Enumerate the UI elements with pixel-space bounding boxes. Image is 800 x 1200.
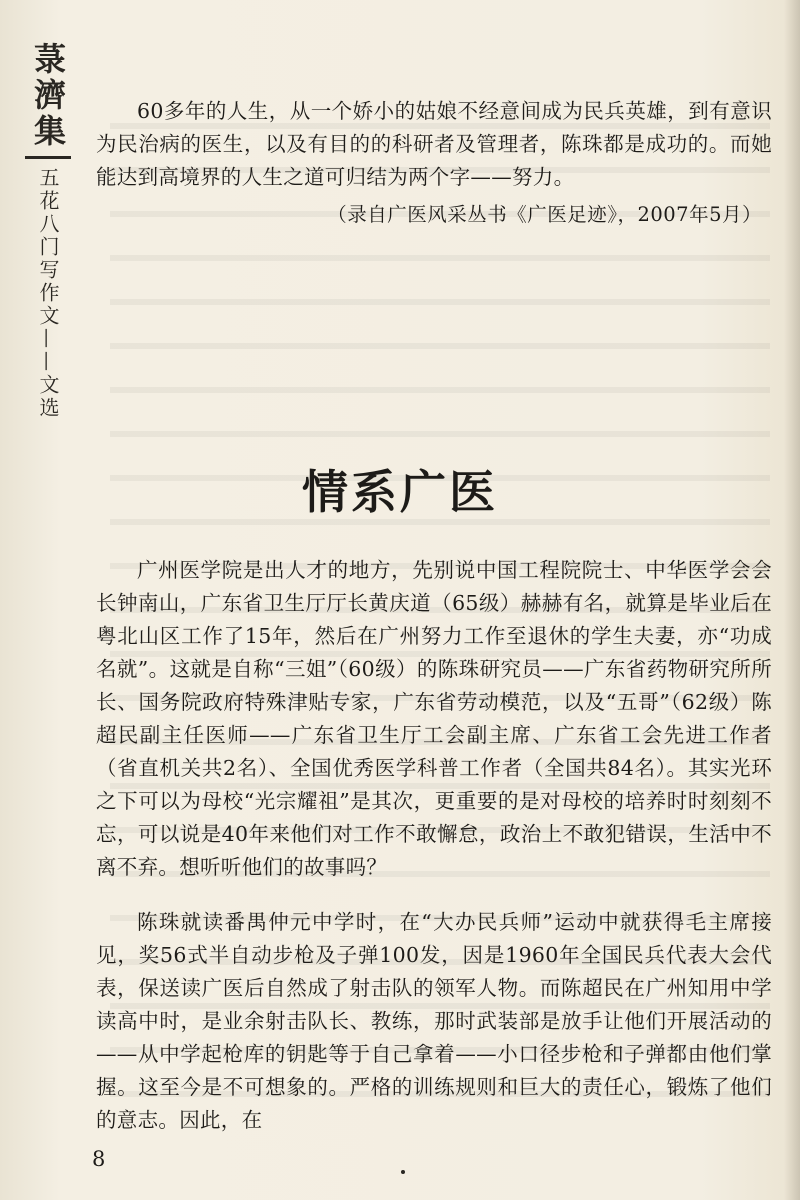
page-edge-shadow xyxy=(784,0,800,1200)
intro-paragraph-block xyxy=(96,95,772,194)
body-paragraph-block-2 xyxy=(96,906,772,1137)
print-mark xyxy=(401,1170,405,1174)
article-title: 情系广医 xyxy=(302,465,498,519)
intro-paragraph: 60多年的人生，从一个娇小的姑娘不经意间成为民兵英雄，到有意识为民治病的医生，以及有目的的科研者及管理者，陈珠都是成功的。而她能达到高境界的人生之道可归结为两个字——努力。 xyxy=(96,99,772,189)
body-paragraph: 广州医学院是出人才的地方，先别说中国工程院院士、中华医学会会长钟南山，广东省卫生厅厅长黄庆道（65级）赫赫有名，就算是毕业后在粤北山区工作了15年，然后在广州努力工作至退休的学生夫妻，亦“功成名就”。这就是自称“三姐”（60级）的陈珠研究员——广东省药物研究所所长、国务院政府特殊津贴专家，广东省劳动模范，以及“五哥”（62级）陈超民副主任医师——广东省卫生厅工会副主席、广东省工会先进工作者（省直机关共2名）、全国优秀医学科普工作者（全国共84名）。其实光环之下可以为母校“光宗耀祖”是其次，更重要的是对母校的培养时时刻刻不忘，可以说是40年来他们对工作不敢懈怠，政治上不敢犯错误，生活中不离不弃。想听听他们的故事吗？ xyxy=(96,558,772,879)
body-paragraph-block-1 xyxy=(96,554,772,884)
body-paragraph: 陈珠就读番禺仲元中学时，在“大办民兵师”运动中就获得毛主席接见，奖56式半自动步枪及子弹100发，因是1960年全国民兵代表大会代表，保送读广医后自然成了射击队的领军人物。而陈超民在广州知用中学读高中时，是业余射击队长、教练，那时武装部是放手让他们开展活动的——从中学起枪库的钥匙等于自己拿着——小口径步枪和子弹都由他们掌握。这至今是不可想象的。严格的训练规则和巨大的责任心，锻炼了他们的意志。因此，在 xyxy=(96,910,772,1132)
series-name: 五花八门写作文——文选 xyxy=(36,167,60,420)
source-citation: （录自广医风采丛书《广医足迹》，2007年5月） xyxy=(327,203,762,226)
running-header-vertical xyxy=(20,42,76,420)
page-number: 8 xyxy=(92,1147,106,1171)
header-divider xyxy=(25,156,71,159)
collection-name: 菉濟集 xyxy=(29,42,67,150)
